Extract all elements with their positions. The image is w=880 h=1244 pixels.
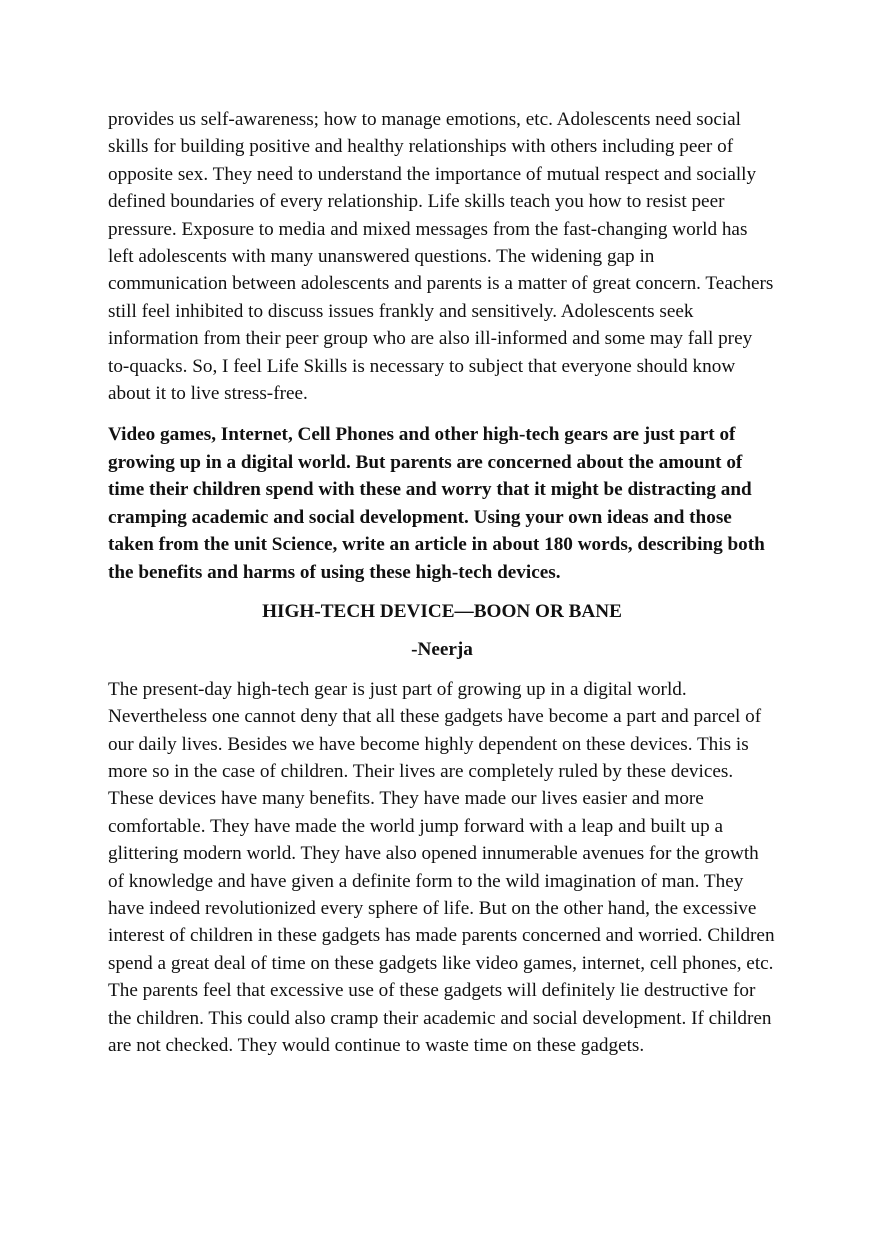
question-prompt: Video games, Internet, Cell Phones and other high-tech gears are just part of growing up in a digital world. But parents are concerned about the amount of time their children spend with these and worry that it might be distracting and cramping academic and social development. Using your own ideas and those taken from the unit Science, write an article in about 180 words, describing both the benefits and harms of using these high-tech devices. [108,424,765,583]
article-title: HIGH-TECH DEVICE—BOON OR BANE [262,600,622,622]
article-body: The present-day high-tech gear is just part of growing up in a digital world. Nevertheless one cannot deny that all these gadgets have become a part and parcel of our daily lives. Besides we have become highly dependent on these devices. This is more so in the case of children. Their lives are completely ruled by these devices. These devices have many benefits. They have made our lives easier and more comfortable. They have made the world jump forward with a leap and built up a glittering modern world. They have also opened innumerable avenues for the growth of knowledge and have given a definite form to the wild imagination of man. They have indeed revolutionized every sphere of life. But on the other hand, the excessive interest of children in these gadgets has made parents concerned and worried. Children spend a great deal of time on these gadgets like video games, internet, cell phones, etc. The parents feel that excessive use of these gadgets will definitely lie destructive for the children. This could also cramp their academic and social development. If children are not checked. They would continue to waste time on these gadgets. [108,678,775,1056]
document-page [108,106,776,1059]
intro-paragraph: provides us self-awareness; how to manage emotions, etc. Adolescents need social skills for building positive and healthy relationships with others including peer of opposite sex. They need to understand the importance of mutual respect and socially defined boundaries of every relationship. Life skills teach you how to resist peer pressure. Exposure to media and mixed messages from the fast-changing world has left adolescents with many unanswered questions. The widening gap in communication between adolescents and parents is a matter of great concern. Teachers still feel inhibited to discuss issues frankly and sensitively. Adolescents seek information from their peer group who are also ill-informed and some may fall prey to-quacks. So, I feel Life Skills is necessary to subject that everyone should know about it to live stress-free. [108,109,774,405]
article-author: -Neerja [411,639,473,661]
